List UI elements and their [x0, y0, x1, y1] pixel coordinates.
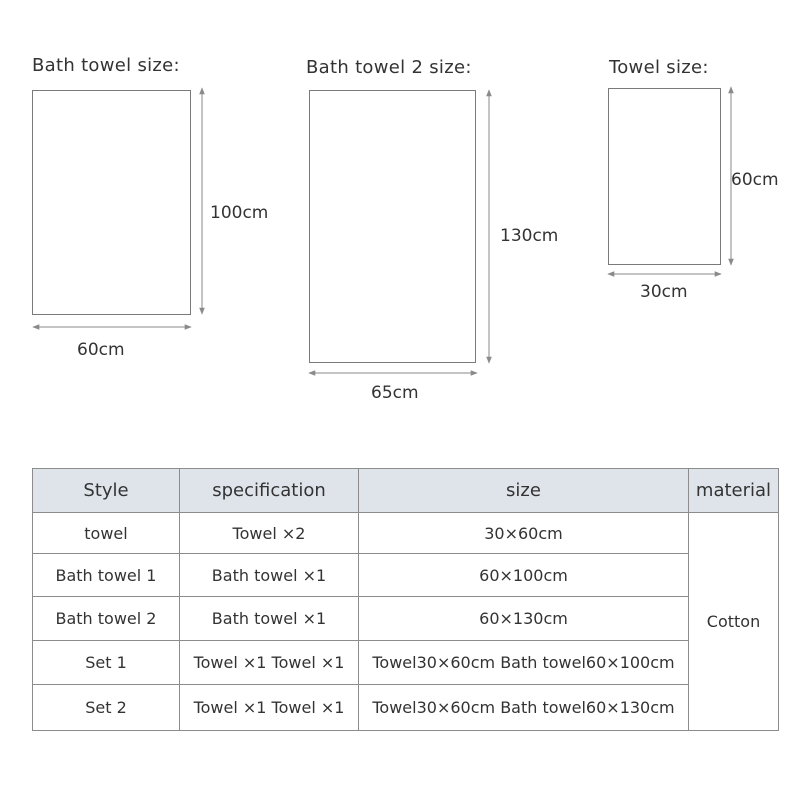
towel-width-label: 30cm — [640, 282, 688, 302]
size-towel-part: Towel30×60cm — [372, 653, 496, 672]
bath-towel-2-height-label: 130cm — [500, 226, 559, 246]
table-row — [33, 685, 779, 731]
cell-style: Bath towel 1 — [33, 554, 180, 597]
header-material: material — [689, 469, 779, 513]
towel-title: Towel size: — [609, 57, 709, 78]
spec-table — [32, 468, 779, 731]
table-row — [33, 513, 779, 554]
bath-towel-2-title: Bath towel 2 size: — [306, 57, 472, 78]
cell-specification: Bath towel ×1 — [180, 597, 359, 641]
header-specification: specification — [180, 469, 359, 513]
table-row — [33, 597, 779, 641]
table-row — [33, 554, 779, 597]
cell-specification: Towel ×1 Towel ×1 — [180, 685, 359, 731]
header-size: size — [359, 469, 689, 513]
size-bath-towel-part: Bath towel60×130cm — [500, 698, 675, 717]
bath-towel-title: Bath towel size: — [32, 55, 180, 76]
cell-style: Set 1 — [33, 641, 180, 685]
cell-size: 60×100cm — [359, 554, 689, 597]
table-row — [33, 641, 779, 685]
towel-height-label: 60cm — [731, 170, 779, 190]
cell-style: Bath towel 2 — [33, 597, 180, 641]
table-header-row — [33, 469, 779, 513]
bath-towel-width-label: 60cm — [77, 340, 125, 360]
cell-style: towel — [33, 513, 180, 554]
size-bath-towel-part: Bath towel60×100cm — [500, 653, 675, 672]
cell-style: Set 2 — [33, 685, 180, 731]
cell-size: 30×60cm — [359, 513, 689, 554]
cell-size — [359, 641, 689, 685]
header-style: Style — [33, 469, 180, 513]
bath-towel-height-label: 100cm — [210, 203, 269, 223]
cell-specification: Bath towel ×1 — [180, 554, 359, 597]
cell-size: 60×130cm — [359, 597, 689, 641]
cell-material: Cotton — [689, 513, 779, 731]
cell-specification: Towel ×1 Towel ×1 — [180, 641, 359, 685]
cell-specification: Towel ×2 — [180, 513, 359, 554]
size-towel-part: Towel30×60cm — [372, 698, 496, 717]
cell-size — [359, 685, 689, 731]
bath-towel-2-width-label: 65cm — [371, 383, 419, 403]
